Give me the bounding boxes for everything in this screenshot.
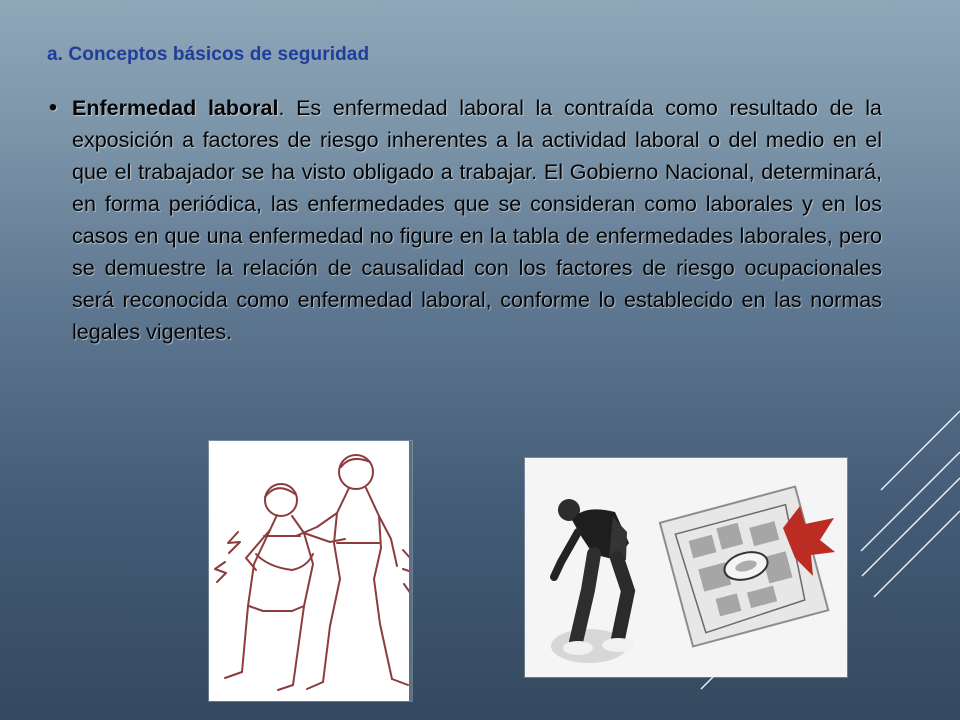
- definition-text: . Es enfermedad laboral la contraída como resultado de la exposición a factores de riesgo inherentes a la actividad laboral o del medio en el que el trabajador se ha visto obligado a trabajar. El Gobierno Nacional, determinará, en forma periódica, las enfermedades que se consideran como laborales y en los casos en que una enfermedad no figure en la tabla de enfermedades laborales, pero se demuestre la relación de causalidad con los factores de riesgo ocupacionales será reconocida como enfermedad laboral, conforme lo establecido en las normas legales vigentes.: [72, 96, 882, 344]
- bullet-icon: •: [48, 94, 58, 121]
- slide-subtitle: a. Conceptos básicos de seguridad: [47, 44, 370, 65]
- term-heading: Enfermedad laboral: [72, 96, 279, 120]
- illustration-workers-pain: [209, 441, 412, 701]
- definition-paragraph: [72, 92, 882, 348]
- bullet-item: [34, 92, 882, 348]
- definition-block: [34, 92, 882, 348]
- photo-ergonomic-injury: [525, 458, 847, 677]
